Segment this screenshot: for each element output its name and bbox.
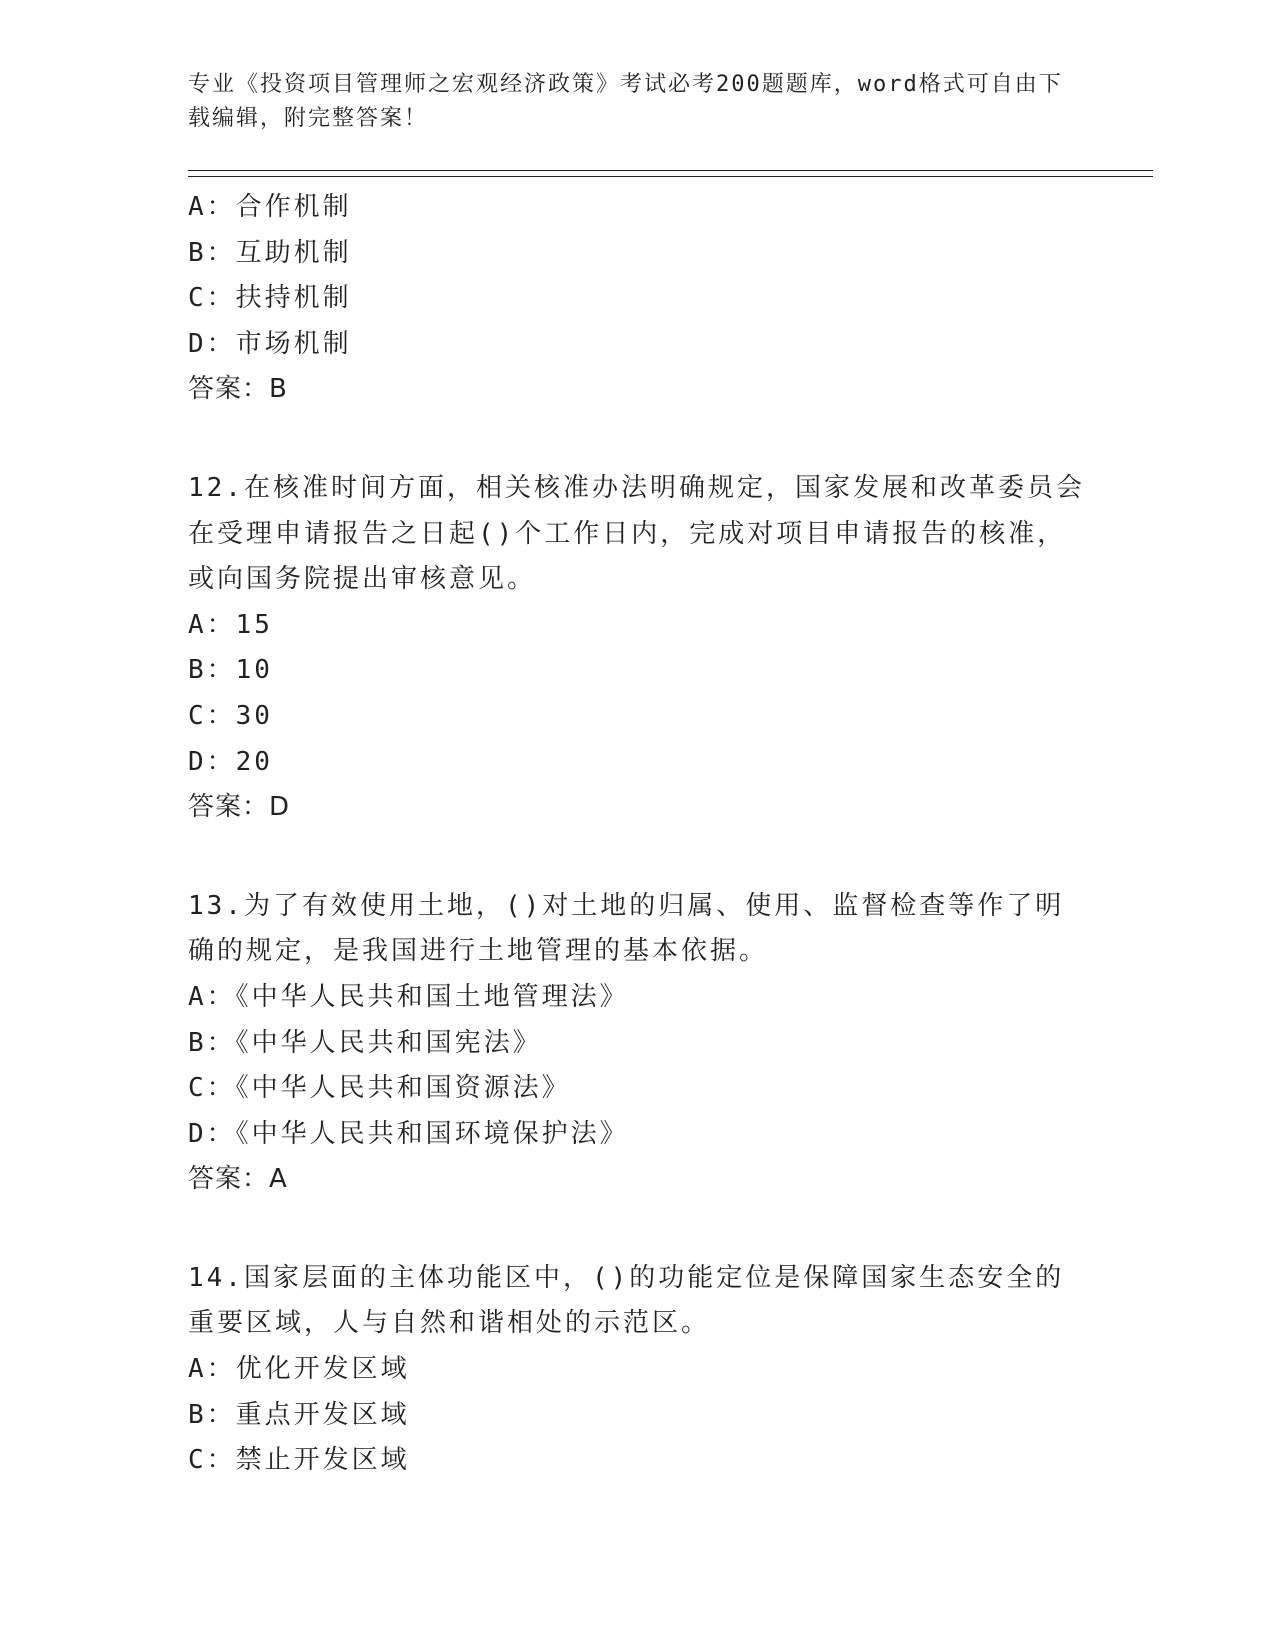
document-header: 专业《投资项目管理师之宏观经济政策》考试必考200题题库，word格式可自由下载编辑，附完整答案！ — [188, 72, 1063, 131]
option-d: D：20 — [188, 746, 273, 777]
question-stem: 13.为了有效使用土地，()对土地的归属、使用、监督检查等作了明确的规定，是我国进行土地管理的基本依据。 — [188, 890, 1065, 967]
option-b: B：互助机制 — [188, 237, 352, 268]
option-d: D：市场机制 — [188, 328, 352, 359]
question-stem: 12.在核准时间方面，相关核准办法明确规定，国家发展和改革委员会在受理申请报告之日起()个工作日内，完成对项目申请报告的核准，或向国务院提出审核意见。 — [188, 472, 1085, 595]
question-14 — [188, 1256, 1148, 1484]
option-b: B：《中华人民共和国宪法》 — [188, 1027, 542, 1058]
option-d: D：《中华人民共和国环境保护法》 — [188, 1118, 629, 1149]
answer-line: 答案：A — [188, 1164, 288, 1195]
option-a: A：合作机制 — [188, 192, 352, 222]
option-b: B：10 — [188, 655, 273, 686]
option-c: C：《中华人民共和国资源法》 — [188, 1073, 571, 1104]
question-11-tail — [188, 185, 1148, 413]
option-a: A：《中华人民共和国土地管理法》 — [188, 981, 629, 1012]
option-b: B：重点开发区域 — [188, 1399, 410, 1430]
option-c: C：30 — [188, 700, 273, 731]
option-a: A：15 — [188, 609, 273, 640]
document-page — [188, 68, 1148, 1484]
option-a: A：优化开发区域 — [188, 1354, 410, 1385]
option-c: C：扶持机制 — [188, 283, 352, 314]
header-divider — [188, 170, 1153, 177]
option-c: C：禁止开发区域 — [188, 1445, 410, 1476]
question-stem: 14.国家层面的主体功能区中，()的功能定位是保障国家生态安全的重要区域，人与自然和谐相处的示范区。 — [188, 1262, 1065, 1339]
answer-line: 答案：D — [188, 792, 291, 823]
question-12 — [188, 466, 1148, 831]
answer-line: 答案：B — [188, 374, 288, 405]
question-13 — [188, 884, 1148, 1203]
